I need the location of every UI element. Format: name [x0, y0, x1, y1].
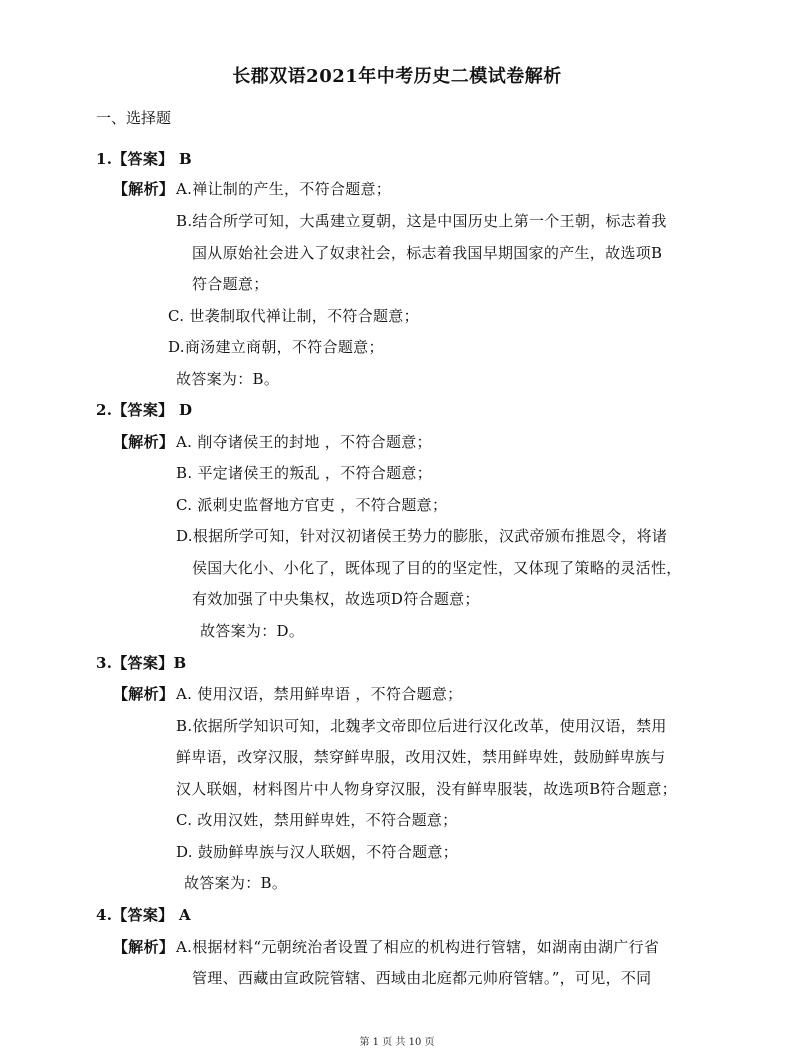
q2-analysis-label: 【解析】	[113, 433, 175, 451]
q2-answer-heading: 2.【答案】 D	[96, 401, 193, 419]
q1-option-d: D.商汤建立商朝，不符合题意；	[168, 338, 384, 356]
q3-answer-heading: 3.【答案】B	[96, 654, 187, 672]
q3-option-b-line1: B.依据所学知识可知，北魏孝文帝即位后进行汉化改革，使用汉语，禁用	[176, 717, 667, 735]
q2-option-d-line1: D.根据所学可知，针对汉初诸侯王势力的膨胀，汉武帝颁布推恩令，将诸	[176, 527, 668, 545]
q1-option-a: A.禅让制的产生，不符合题意；	[176, 180, 392, 198]
q2-option-d-line2: 侯国大化小、小化了，既体现了目的的坚定性，又体现了策略的灵活性，	[192, 559, 682, 577]
q3-option-a: A. 使用汉语，禁用鲜卑语 ，不符合题意；	[176, 685, 463, 703]
q1-option-c: C. 世袭制取代禅让制，不符合题意；	[168, 307, 419, 325]
q2-conclusion: 故答案为：D。	[200, 622, 305, 640]
section-heading: 一、选择题	[96, 109, 172, 127]
q3-option-c: C. 改用汉姓，禁用鲜卑姓，不符合题意；	[176, 811, 458, 829]
q1-conclusion: 故答案为：B。	[176, 370, 280, 388]
q1-option-b-line1: B.结合所学可知，大禹建立夏朝，这是中国历史上第一个王朝，标志着我	[176, 212, 667, 230]
q4-option-a-line1: A.根据材料“元朝统治者设置了相应的机构进行管辖，如湖南由湖广行省	[176, 938, 660, 956]
q1-answer-heading: 1.【答案】 B	[96, 150, 192, 168]
q2-option-d-line3: 有效加强了中央集权，故选项D符合题意；	[192, 590, 480, 608]
q1-option-b-line2: 国从原始社会进入了奴隶社会，标志着我国早期国家的产生，故选项B	[192, 244, 663, 262]
q4-option-a-line2: 管理、西藏由宣政院管辖、西域由北庭都元帅府管辖。”，可见，不同	[192, 969, 652, 987]
q1-analysis-label: 【解析】	[113, 180, 175, 198]
q4-answer-heading: 4.【答案】 A	[96, 906, 191, 924]
q2-option-a: A. 削夺诸侯王的封地 ，不符合题意；	[176, 433, 432, 451]
page-title: 长郡双语2021年中考历史二模试卷解析	[232, 66, 562, 87]
q1-option-b-line3: 符合题意；	[192, 275, 269, 293]
q3-option-b-line2: 鲜卑语，改穿汉服，禁穿鲜卑服，改用汉姓，禁用鲜卑姓，鼓励鲜卑族与	[176, 748, 666, 766]
page-footer: 第 1 页 共 10 页	[359, 1037, 435, 1048]
q4-analysis-label: 【解析】	[113, 938, 175, 956]
q3-conclusion: 故答案为：B。	[184, 874, 288, 892]
q2-option-b: B. 平定诸侯王的叛乱 ，不符合题意；	[176, 464, 433, 482]
q3-analysis-label: 【解析】	[113, 685, 175, 703]
q3-option-b-line3: 汉人联姻，材料图片中人物身穿汉服，没有鲜卑服装，故选项B符合题意；	[176, 780, 677, 798]
q3-option-d: D. 鼓励鲜卑族与汉人联姻，不符合题意；	[176, 843, 459, 861]
q2-option-c: C. 派刺史监督地方官吏 ，不符合题意；	[176, 496, 448, 514]
